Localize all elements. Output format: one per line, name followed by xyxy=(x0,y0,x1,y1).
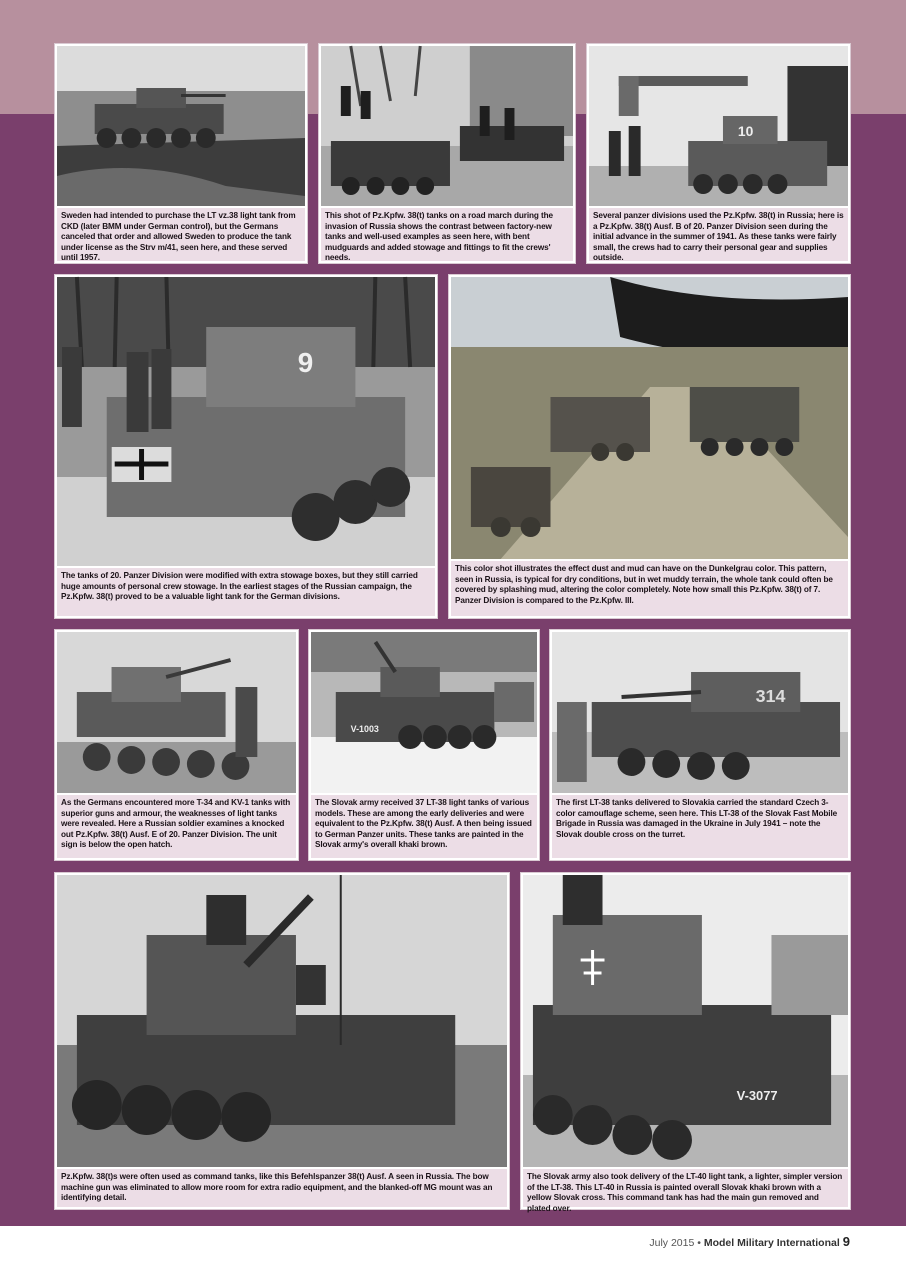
tank-photo-1 xyxy=(57,46,305,206)
photo-card-1 xyxy=(54,43,308,264)
photo-caption-3: Several panzer divisions used the Pz.Kpfw. 38(t) in Russia; here is a Pz.Kpfw. 38(t) Ausf. B of 20. Panzer Division seen during the initial advance in the summer of 1941. As these tanks were fairly small, the crews had to carry their personal gear and supplies outside. xyxy=(589,208,848,261)
page-number: 9 xyxy=(842,1234,850,1249)
tank-number-v1003: V-1003 xyxy=(350,723,379,735)
photo-caption-10: The Slovak army also took delivery of the LT-40 light tank, a lighter, simpler version of the LT-38. This LT-40 in Russia is painted overall Slovak khaki brown with a yellow Slovak cross. This command tank has had the main gun removed and plated over. xyxy=(523,1169,848,1207)
photo-caption-8: The first LT-38 tanks delivered to Slovakia carried the standard Czech 3-color camouflage scheme, seen here. This LT-38 of the Slovak Fast Mobile Brigade in Russia was damaged in the Ukraine in July 1941 – note the Slovak double cross on the turret. xyxy=(552,795,848,858)
page-footer xyxy=(649,1234,850,1249)
footer-date: July 2015 • xyxy=(649,1237,704,1249)
tank-photo-7 xyxy=(311,632,537,793)
photo-caption-4: The tanks of 20. Panzer Division were modified with extra stowage boxes, but they still carried huge amounts of personal crew stowage. In the earliest stages of the Russian campaign, the Pz.Kpfw. 38(t) proved to be a valuable light tank for the German divisions. xyxy=(57,568,435,616)
tank-number-314: 314 xyxy=(755,685,786,707)
photo-caption-1: Sweden had intended to purchase the LT vz.38 light tank from CKD (later BMM under German control), but the Germans canceled that order and allowed Sweden to produce the tank under license as the Strv m/41, seen here, and these served until 1957. xyxy=(57,208,305,261)
photo-caption-6: As the Germans encountered more T-34 and KV-1 tanks with superior guns and armour, the weaknesses of light tanks were revealed. Here a Russian soldier examines a knocked out Pz.Kpfw. 38(t) Ausf. E of 20. Panzer Division. The unit sign is below the open hatch. xyxy=(57,795,296,858)
photo-card-2 xyxy=(318,43,576,264)
tank-number-v3077: V-3077 xyxy=(736,1087,778,1104)
tank-photo-8 xyxy=(552,632,848,793)
photo-card-7 xyxy=(308,629,540,861)
tank-photo-4 xyxy=(57,277,435,566)
tank-photo-10 xyxy=(523,875,848,1167)
tank-photo-6 xyxy=(57,632,296,793)
tank-photo-9 xyxy=(57,875,507,1167)
tank-photo-5 xyxy=(451,277,848,559)
photo-card-8 xyxy=(549,629,851,861)
photo-card-4 xyxy=(54,274,438,619)
photo-caption-2: This shot of Pz.Kpfw. 38(t) tanks on a road march during the invasion of Russia shows the contrast between factory-new tanks and well-used examples as seen here, with bent mudguards and added stowage and fittings to fit the crews' needs. xyxy=(321,208,573,261)
tank-number-10: 10 xyxy=(737,122,754,140)
tank-number-9: 9 xyxy=(297,346,314,379)
photo-card-10 xyxy=(520,872,851,1213)
photo-caption-9: Pz.Kpfw. 38(t)s were often used as command tanks, like this Befehlspanzer 38(t) Ausf. A seen in Russia. The bow machine gun was eliminated to allow more room for extra radio equipment, and the blanked-off MG mount was an identifying detail. xyxy=(57,1169,507,1207)
photo-card-3 xyxy=(586,43,851,264)
photo-caption-5: This color shot illustrates the effect dust and mud can have on the Dunkelgrau color. This pattern, seen in Russia, is typical for dry conditions, but in wet muddy terrain, the whole tank could often be covered by splashing mud, altering the color completely. Note how small this Pz.Kpfw. 38(t) of 7. Panzer Division is compared to the Pz.Kpfw. III. xyxy=(451,561,848,616)
tank-photo-3 xyxy=(589,46,848,206)
photo-caption-7: The Slovak army received 37 LT-38 light tanks of various models. These are among the early deliveries and were equivalent to the Pz.Kpfw. 38(t) Ausf. A then being issued to German Panzer units. These tanks are painted in the Slovak army's overall khaki brown. xyxy=(311,795,537,858)
photo-card-5 xyxy=(448,274,851,619)
photo-card-6 xyxy=(54,629,299,861)
footer-magazine: Model Military International xyxy=(703,1237,840,1249)
tank-photo-2 xyxy=(321,46,573,206)
photo-card-9 xyxy=(54,872,510,1210)
